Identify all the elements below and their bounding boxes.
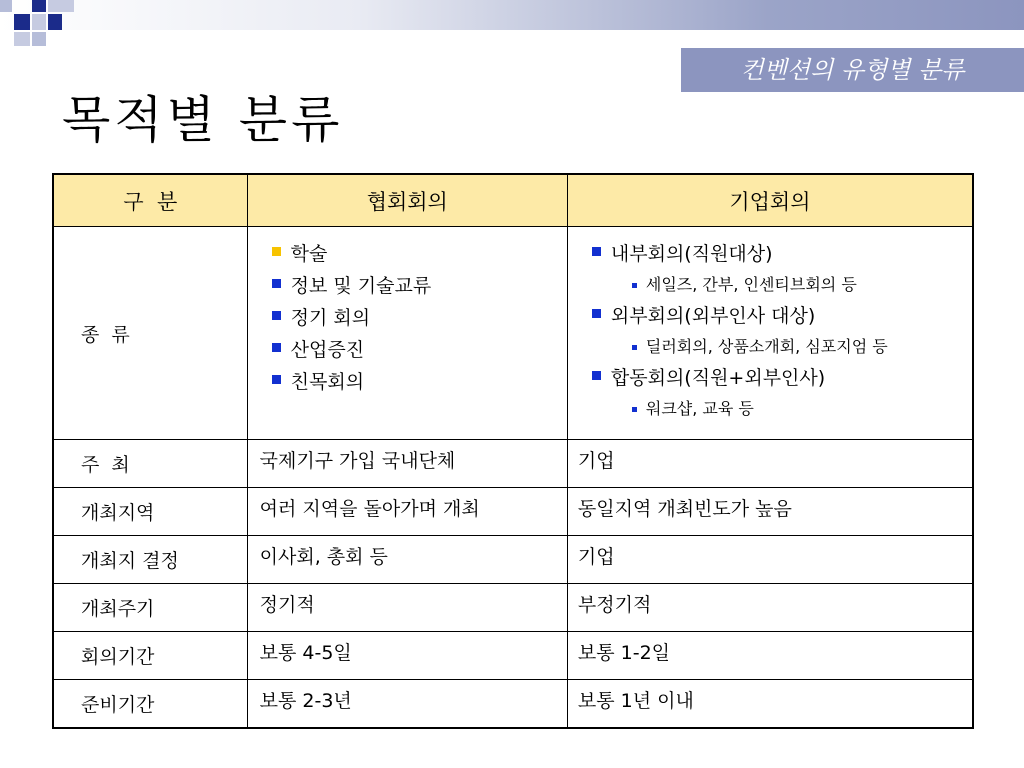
table-header-row: [53, 174, 973, 227]
header-corporate: 기업회의: [567, 174, 973, 227]
list-item: 산업증진: [266, 334, 567, 366]
table-row: [53, 536, 973, 584]
table-row: [53, 632, 973, 680]
list-item: 정보 및 기술교류: [266, 270, 567, 302]
table-row-type: [53, 227, 973, 440]
corporate-value: 동일지역 개최빈도가 높음: [567, 488, 973, 536]
corporate-value: 기업: [567, 440, 973, 488]
sub-list-item: 세일즈, 간부, 인센티브회의 등: [586, 270, 972, 300]
row-label: 준비기간: [53, 680, 247, 728]
row-label: 종 류: [53, 227, 247, 440]
row-label: 개최지 결정: [53, 536, 247, 584]
sub-list-item: 워크샵, 교육 등: [586, 394, 972, 424]
square-bullet-icon: [272, 343, 281, 352]
decor-square: [48, 0, 74, 12]
square-bullet-icon: [272, 375, 281, 384]
header-association: 협회회의: [247, 174, 567, 227]
corporate-value: 보통 1년 이내: [567, 680, 973, 728]
row-label: 주 최: [53, 440, 247, 488]
corporate-types: [567, 227, 973, 440]
decor-square: [48, 14, 62, 30]
small-square-bullet-icon: [632, 345, 637, 350]
row-label: 개최지역: [53, 488, 247, 536]
square-bullet-icon: [272, 247, 281, 256]
decor-square: [0, 0, 12, 12]
list-item: 친목회의: [266, 366, 567, 398]
corporate-value: 부정기적: [567, 584, 973, 632]
square-bullet-icon: [272, 279, 281, 288]
square-bullet-icon: [592, 309, 601, 318]
association-value: 국제기구 가입 국내단체: [247, 440, 567, 488]
association-types: [247, 227, 567, 440]
decor-square: [32, 14, 46, 30]
list-item: 외부회의(외부인사 대상): [586, 300, 972, 332]
corporate-value: 기업: [567, 536, 973, 584]
header-category: 구 분: [53, 174, 247, 227]
list-item: 내부회의(직원대상): [586, 238, 972, 270]
decor-square: [14, 32, 30, 46]
table-row: [53, 584, 973, 632]
square-bullet-icon: [272, 311, 281, 320]
section-tag: 컨벤션의 유형별 분류: [681, 48, 1024, 92]
corporate-value: 보통 1-2일: [567, 632, 973, 680]
decor-square: [14, 14, 30, 30]
association-value: 여러 지역을 돌아가며 개최: [247, 488, 567, 536]
square-bullet-icon: [592, 247, 601, 256]
sub-list-item: 딜러회의, 상품소개회, 심포지엄 등: [586, 332, 972, 362]
association-value: 정기적: [247, 584, 567, 632]
decor-square: [32, 0, 46, 12]
list-item: 합동회의(직원+외부인사): [586, 362, 972, 394]
association-value: 이사회, 총회 등: [247, 536, 567, 584]
slide-title: 목적별 분류: [62, 91, 344, 149]
row-label: 회의기간: [53, 632, 247, 680]
classification-table: [52, 173, 974, 729]
square-bullet-icon: [592, 371, 601, 380]
list-item: 정기 회의: [266, 302, 567, 334]
association-value: 보통 2-3년: [247, 680, 567, 728]
table-row: [53, 440, 973, 488]
decor-square: [32, 32, 46, 46]
row-label: 개최주기: [53, 584, 247, 632]
list-item: 학술: [266, 238, 567, 270]
top-gradient-bar: [0, 0, 1024, 30]
association-value: 보통 4-5일: [247, 632, 567, 680]
table-row: [53, 680, 973, 728]
small-square-bullet-icon: [632, 283, 637, 288]
table-row: [53, 488, 973, 536]
small-square-bullet-icon: [632, 407, 637, 412]
